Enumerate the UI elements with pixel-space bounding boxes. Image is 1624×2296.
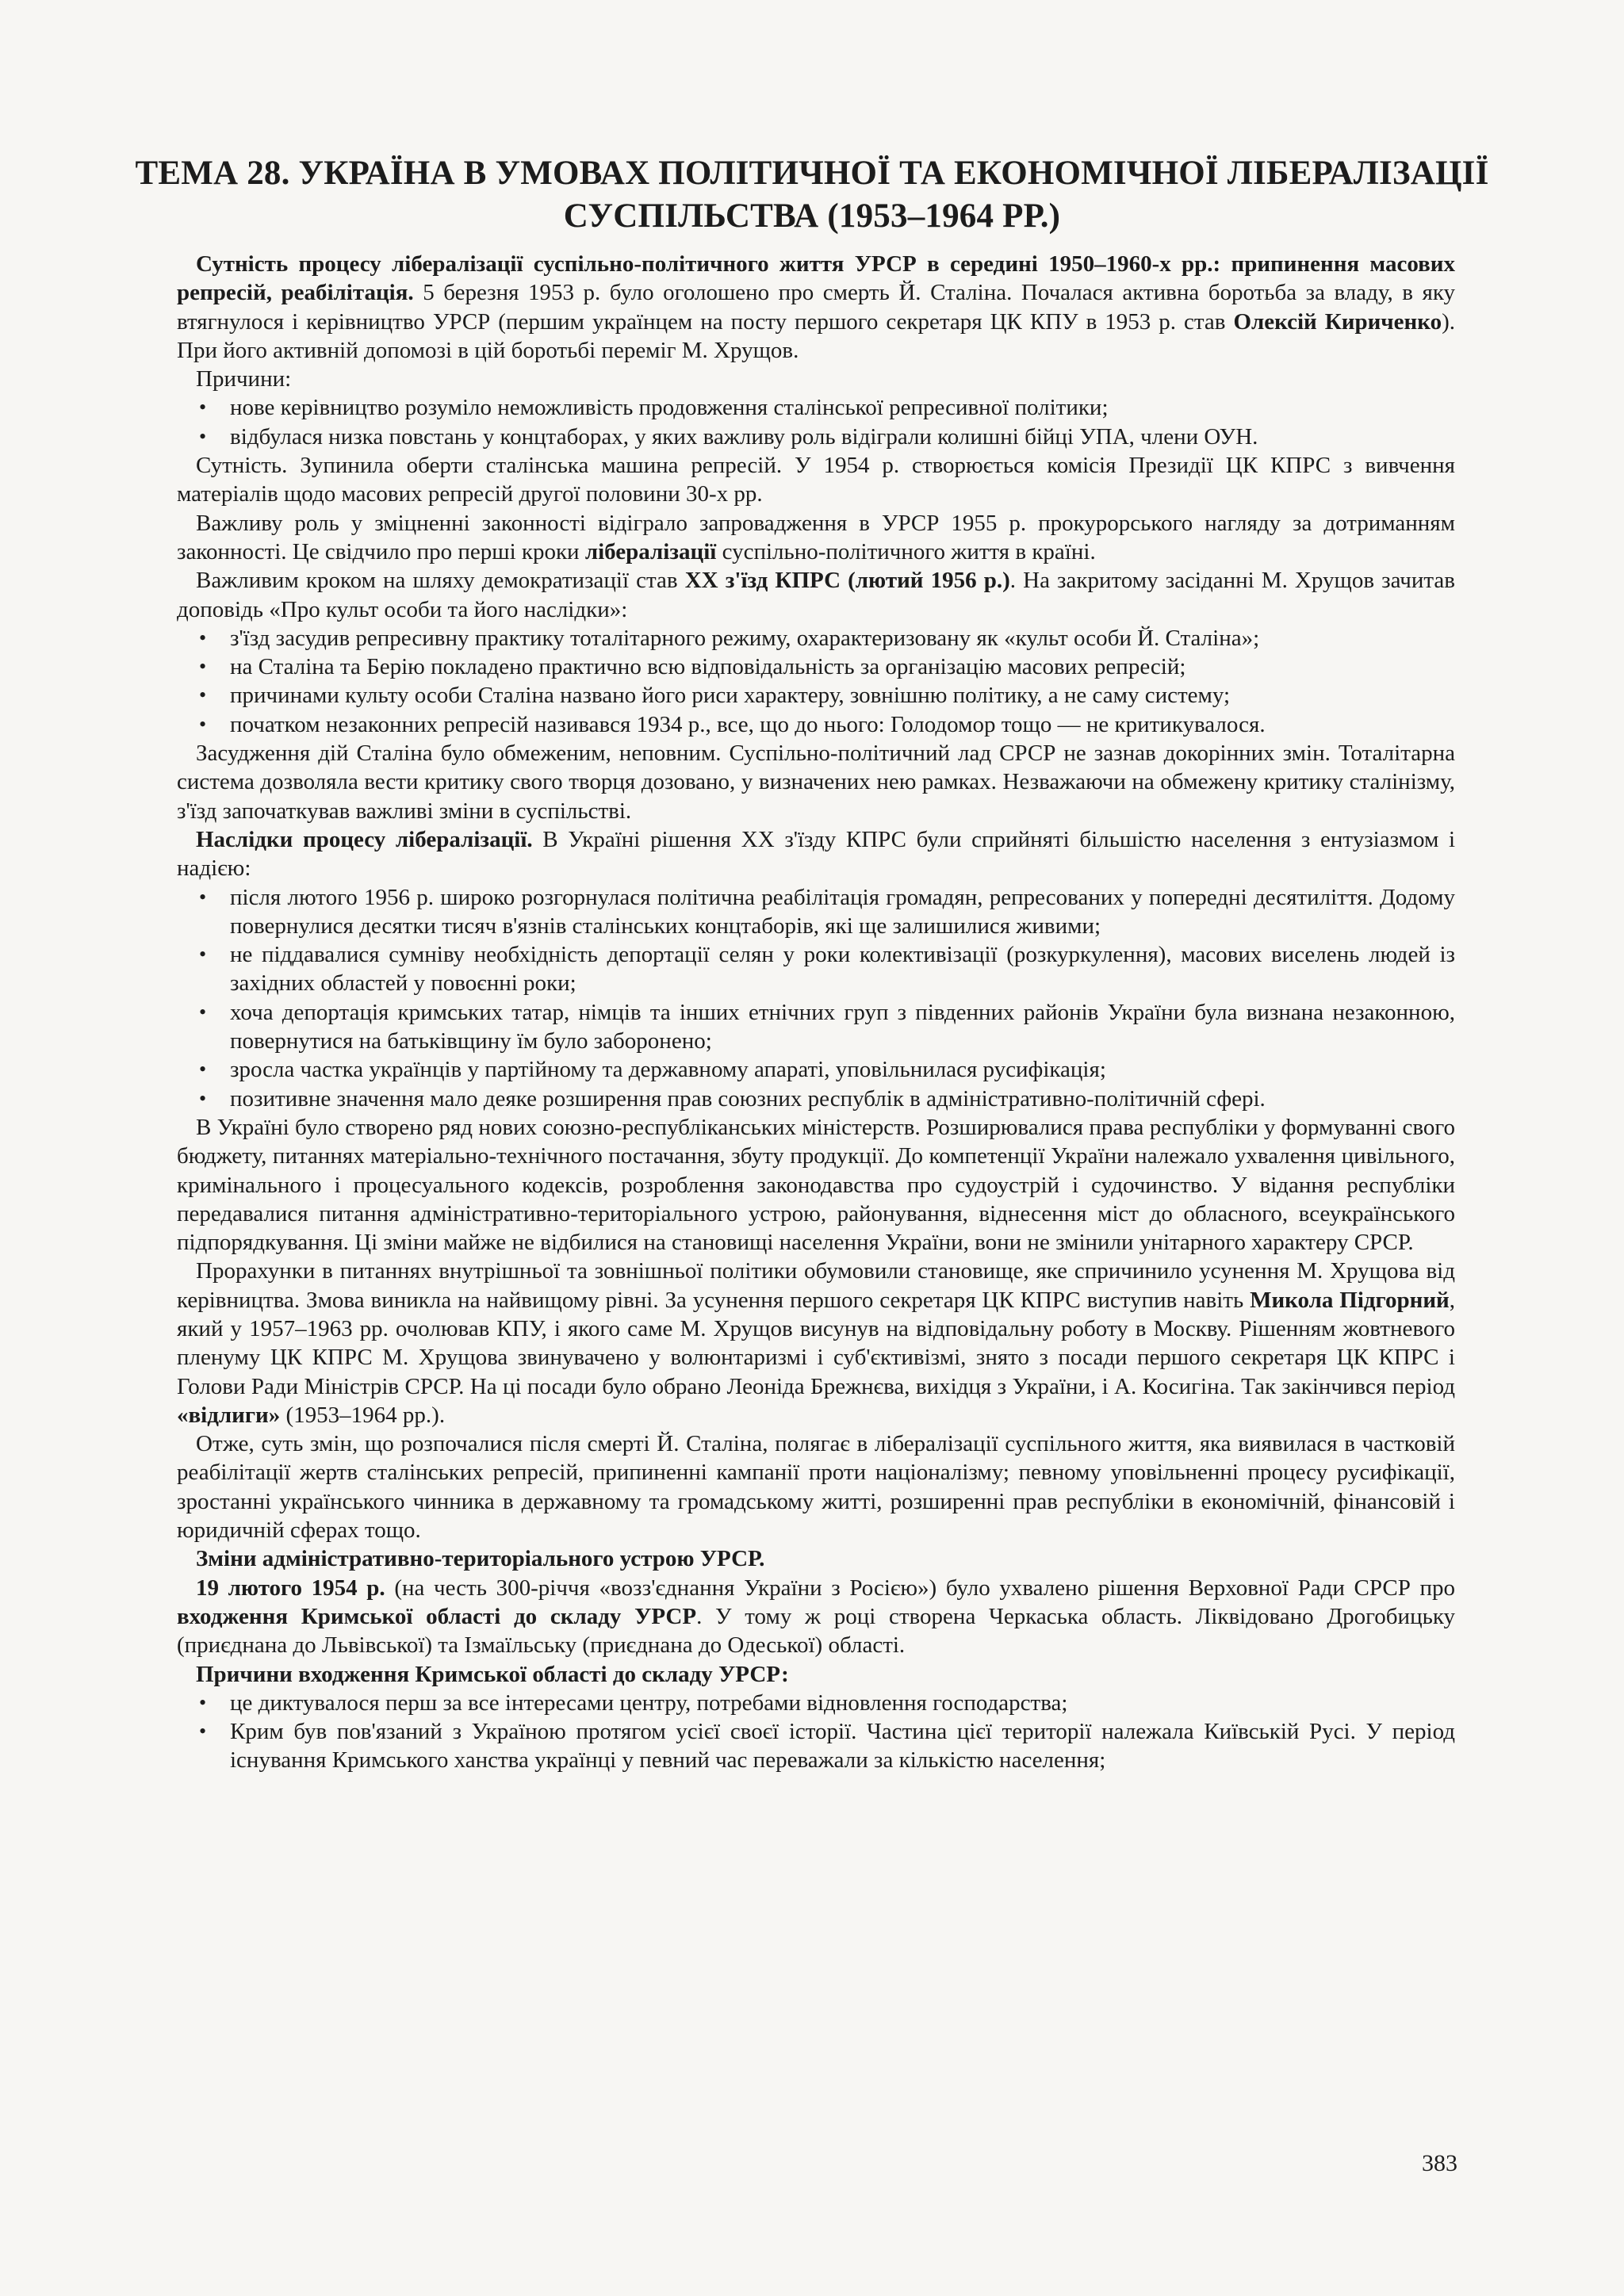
list-item: • на Сталіна та Берію покладено практично всю відповідальність за організацію масових репресій; (177, 652, 1455, 681)
document-body (177, 250, 1455, 1775)
list-item: • хоча депортація кримських татар, німців та інших етнічних груп з південних районів України була визнана незаконною, повернутися на батьківщину їм було заборонено; (177, 998, 1455, 1056)
list-item: • Крим був пов'язаний з Україною протягом усієї своєї історії. Частина цієї території належала Київській Русі. У період існування Кримського ханства українці у певний час переважали за кількістю населення; (177, 1717, 1455, 1775)
title-line-2: СУСПІЛЬСТВА (1953–1964 РР.) (563, 197, 1061, 235)
crimea-paragraph: 19 лютого 1954 р. (на честь 300-річчя «возз'єднання України з Росією») було ухвалено рішення Верховної Ради СРСР про входження Кримської області до складу УРСР. У тому ж році створена Черкаська область. Ліквідовано Дрогобицьку (приєднана до Львівської) та Ізмаїльську (приєднана до Одеської) області. (177, 1575, 1455, 1659)
list-item: • зросла частка українців у партійному та державному апараті, уповільнилася русифікація; (177, 1055, 1455, 1084)
list-item: • після лютого 1956 р. широко розгорнулася політична реабілітація громадян, репресованих у попередні десятиліття. Додому повернулися десятки тисяч в'язнів сталінських концтаборів, які ще залишилися живими; (177, 883, 1455, 941)
name-pidhornyi: Микола Підгорний (1250, 1287, 1450, 1313)
consequences-heading: Наслідки процесу лібералізації. (196, 826, 533, 852)
list-item: • це диктувалося перш за все інтересами центру, потребами відновлення господарства; (177, 1689, 1455, 1717)
consequences-list (177, 883, 1455, 1113)
page-number: 383 (1422, 2150, 1457, 2176)
intro-heading: Сутність процесу лібералізації суспільно-політичного життя УРСР в середині 1950–1960-х рр.: припинення масових репресій, реабілітація. (177, 251, 1455, 306)
page-title (119, 152, 1505, 238)
name-kyrychenko: Олексій Кириченко (1233, 308, 1442, 335)
condemnation-paragraph: Засудження дій Сталіна було обмеженим, неповним. Суспільно-політичний лад СРСР не зазнав докорінних змін. Тоталітарна система дозволяла вести критику свого творця дозовано, у визначених нею рамках. Незважаючи на обмежену критику сталінізму, з'їзд започаткував важливі зміни в суспільстві. (177, 740, 1455, 824)
miscalculations-paragraph: Прорахунки в питаннях внутрішньої та зовнішньої політики обумовили становище, яке спричинило усунення М. Хрущова від керівництва. Змова виникла на найвищому рівні. За усунення першого секретаря ЦК КПРС виступив навіть Микола Підгорний, який у 1957–1963 рр. очолював КПУ, і якого саме М. Хрущов висунув на відповідальну роботу в Москву. Рішенням жовтневого пленуму ЦК КПРС М. Хрущова звинувачено у волюнтаризмі і суб'єктивізмі, знято з посади першого секретаря ЦК КПРС і Голови Ради Міністрів СРСР. На ці посади було обрано Леоніда Брежнєва, вихідця з України, і А. Косигіна. Так закінчився період «відлиги» (1953–1964 рр.). (177, 1258, 1456, 1428)
legality-paragraph: Важливу роль у зміцненні законності відіграло запровадження в УРСР 1955 р. прокурорського нагляду за дотриманням законності. Це свідчило про перші кроки лібералізації суспільно-політичного життя в країні. (177, 510, 1455, 564)
conclusion-paragraph: Отже, суть змін, що розпочалися після смерті Й. Сталіна, полягає в лібералізації суспільного життя, яка виявилася в частковій реабілітації жертв сталінських репресій, припиненні кампанії проти націоналізму; певному уповільненні процесу русифікації, зростанні українського чинника в державному та громадському житті, розширенні прав республіки в економічній, фінансовій і юридичній сферах тощо. (177, 1431, 1455, 1544)
crimea-reasons-heading: Причини входження Кримської області до складу УРСР: (196, 1661, 789, 1687)
essence-paragraph: Сутність. Зупинила оберти сталінська машина репресій. У 1954 р. створюється комісія Президії ЦК КПРС з вивчення матеріалів щодо масових репресій другої половини 30-х рр. (177, 453, 1455, 507)
congress-list (177, 624, 1455, 739)
list-item: • з'їзд засудив репресивну практику тоталітарного режиму, охарактеризовану як «культ особи Й. Сталіна»; (177, 624, 1455, 652)
list-item: • не піддавалися сумніву необхідність депортації селян у роки колективізації (розкуркулення), масових виселень людей із західних областей у повоєнні роки; (177, 940, 1455, 998)
admin-changes-heading: Зміни адміністративно-територіального устрою УРСР. (196, 1546, 765, 1572)
crimea-reasons-list (177, 1689, 1455, 1775)
list-item: • початком незаконних репресій називався 1934 р., все, що до нього: Голодомор тощо — не критикувалося. (177, 710, 1455, 739)
reasons-list (177, 393, 1455, 451)
congress-paragraph: Важливим кроком на шляху демократизації став ХХ з'їзд КПРС (лютий 1956 р.). На закритому засіданні М. Хрущов зачитав доповідь «Про культ особи та його наслідки»: (177, 568, 1455, 622)
list-item: • позитивне значення мало деяке розширення прав союзних республік в адміністративно-політичній сфері. (177, 1085, 1455, 1113)
title-line-1: ТЕМА 28. УКРАЇНА В УМОВАХ ПОЛІТИЧНОЇ ТА ЕКОНОМІЧНОЇ ЛІБЕРАЛІЗАЦІЇ (135, 155, 1489, 192)
consequences-paragraph: Наслідки процесу лібералізації. В Україні рішення ХХ з'їзду КПРС були сприйняті більшістю населення з ентузіазмом і надією: (177, 826, 1455, 882)
ministries-paragraph: В Україні було створено ряд нових союзно-республіканських міністерств. Розширювалися права республіки у формуванні свого бюджету, питаннях матеріально-технічного постачання, збуту продукції. До компетенції України належало ухвалення цивільного, кримінального і процесуального кодексів, розроблення законодавства про судоустрій і судочинство. У відання республіки передавалися питання адміністративно-територіального устрою, районування, віднесення міст до обласного, всеукраїнського підпорядкування. Ці зміни майже не відбилися на становищі населення України, вони не змінили унітарного характеру СРСР. (177, 1114, 1455, 1256)
reasons-label: Причини: (196, 366, 292, 392)
list-item: • відбулася низка повстань у концтаборах, у яких важливу роль відіграли колишні бійці УПА, члени ОУН. (177, 423, 1455, 451)
intro-paragraph: Сутність процесу лібералізації суспільно-політичного життя УРСР в середині 1950–1960-х рр.: припинення масових репресій, реабілітація. 5 березня 1953 р. було оголошено про смерть Й. Сталіна. Почалася активна боротьба за владу, в яку втягнулося і керівництво УРСР (першим українцем на посту першого секретаря ЦК КПУ в 1953 р. став Олексій Кириченко). При його активній допомозі в цій боротьбі переміг М. Хрущов. (177, 251, 1456, 363)
list-item: • причинами культу особи Сталіна названо його риси характеру, зовнішню політику, а не саму систему; (177, 681, 1455, 710)
list-item: • нове керівництво розуміло неможливість продовження сталінської репресивної політики; (177, 393, 1455, 422)
